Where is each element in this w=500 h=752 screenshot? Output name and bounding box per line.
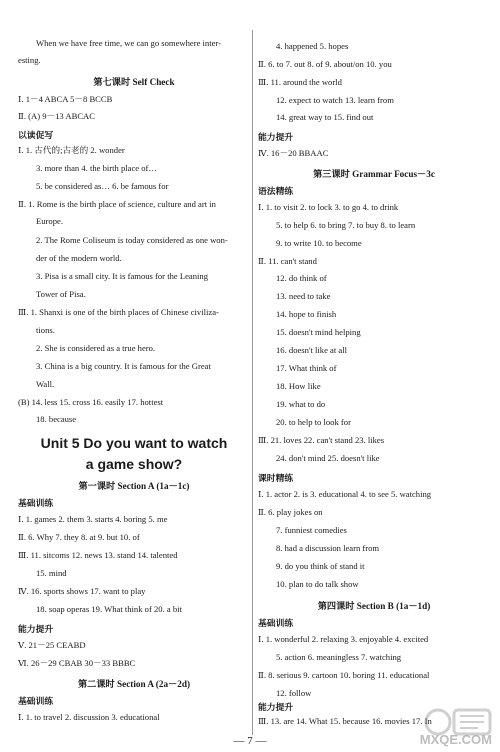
unit-subtitle: a game show?: [85, 456, 183, 472]
text-line: Ⅱ. 1. Rome is the birth place of science, culture and art in: [18, 199, 216, 209]
section-heading: 以读促写: [18, 130, 54, 140]
text-line: 19. what to do: [276, 399, 326, 409]
section-heading: 能力提升: [258, 702, 294, 712]
text-line: 12. do think of: [276, 273, 327, 283]
section-heading: 课时精练: [258, 473, 294, 483]
lesson-heading: 第三课时 Grammar Focus－3c: [313, 169, 435, 179]
text-line: tions.: [36, 325, 55, 335]
text-line: 18. How like: [276, 381, 321, 391]
text-line: 12. follow: [276, 688, 312, 698]
text-line: When we have free time, we can go somewhere inter-: [36, 38, 221, 48]
text-line: Ⅲ. 11. sitcoms 12. news 13. stand 14. talented: [18, 550, 178, 560]
text-line: esting.: [18, 55, 41, 65]
text-line: Ⅰ. 1. to visit 2. to lock 3. to go 4. to drink: [258, 202, 399, 212]
text-line: 17. What think of: [276, 363, 337, 373]
text-line: 18. soap operas 19. What think of 20. a bit: [36, 604, 182, 614]
section-heading: 基础训练: [18, 696, 54, 706]
text-line: 15. doesn't mind helping: [276, 327, 361, 337]
section-heading: 基础训练: [18, 498, 54, 508]
text-line: Ⅱ. 8. serious 9. cartoon 10. boring 11. educational: [258, 670, 430, 680]
text-line: Ⅰ. 1. actor 2. is 3. educational 4. to see 5. watching: [258, 489, 432, 499]
text-line: der of the modern world.: [36, 253, 122, 263]
text-line: Ⅱ. 11. can't stand: [258, 256, 317, 266]
text-line: Ⅰ. 1. games 2. them 3. starts 4. boring 5. me: [18, 514, 168, 524]
text-line: Ⅵ. 26－29 CBAB 30－33 BBBC: [18, 658, 136, 668]
text-line: Ⅰ. 1. wonderful 2. relaxing 3. enjoyable 4. excited: [258, 634, 429, 644]
text-line: Wall.: [36, 379, 55, 389]
text-line: 3. China is a big country. It is famous for the Great: [36, 361, 211, 371]
text-line: 14. hope to finish: [276, 309, 337, 319]
column-divider: [252, 30, 253, 735]
text-line: Ⅰ. 1－4 ABCA 5－8 BCCB: [18, 94, 113, 104]
lesson-heading: 第二课时 Section A (2a－2d): [77, 679, 191, 689]
section-heading: 能力提升: [258, 132, 294, 142]
text-line: 20. to help to look for: [276, 417, 351, 427]
text-line: Ⅱ. (A) 9－13 ABCAC: [18, 111, 95, 121]
text-line: 2. The Rome Coliseum is today considered as one won-: [36, 235, 228, 245]
text-line: 7. funniest comedies: [276, 525, 347, 535]
text-line: 5. action 6. meaningless 7. watching: [276, 652, 402, 662]
text-line: 15. mind: [36, 568, 67, 578]
text-line: 9. to write 10. to become: [276, 238, 362, 248]
text-line: Ⅳ. 16. sports shows 17. want to play: [18, 586, 146, 596]
text-line: 24. don't mind 25. doesn't like: [276, 453, 380, 463]
text-line: Ⅱ. 6. play jokes on: [258, 507, 323, 517]
text-line: 5. be considered as… 6. be famous for: [36, 181, 169, 191]
text-line: Ⅴ. 21－25 CEABD: [18, 640, 86, 650]
text-line: Ⅳ. 16－20 BBAAC: [258, 148, 329, 158]
page-number: — 7 —: [233, 735, 267, 747]
section-heading: 能力提升: [18, 624, 54, 634]
section-heading: 基础训练: [258, 618, 294, 628]
text-line: 3. more than 4. the birth place of…: [36, 163, 157, 173]
text-line: 8. had a discussion learn from: [276, 543, 380, 553]
text-line: (B) 14. less 15. cross 16. easily 17. hottest: [18, 397, 164, 407]
lesson-heading: 第四课时 Section B (1a－1d): [317, 601, 431, 611]
text-line: 16. doesn't like at all: [276, 345, 347, 355]
text-line: 9. do you think of stand it: [276, 561, 365, 571]
text-line: 12. expect to watch 13. learn from: [276, 95, 394, 105]
text-line: 4. happened 5. hopes: [276, 41, 349, 51]
text-line: Ⅰ. 1. 古代的;古老的 2. wonder: [18, 145, 125, 155]
text-line: Ⅱ. 6. to 7. out 8. of 9. about/on 10. you: [258, 59, 392, 69]
section-heading: 语法精练: [258, 186, 294, 196]
lesson-heading: 第七课时 Self Check: [93, 77, 175, 87]
text-line: 3. Pisa is a small city. It is famous for the Leaning: [36, 271, 209, 281]
text-line: 5. to help 6. to bring 7. to buy 8. to learn: [276, 220, 416, 230]
text-line: 10. plan to do talk show: [276, 579, 359, 589]
text-line: 13. need to take: [276, 291, 331, 301]
text-line: Ⅲ. 13. are 14. What 15. because 16. movies 17. In: [258, 716, 432, 726]
text-line: Tower of Pisa.: [36, 289, 86, 299]
text-line: 2. She is considered as a true hero.: [36, 343, 156, 353]
text-line: Ⅰ. 1. to travel 2. discussion 3. educational: [18, 712, 160, 722]
text-line: Ⅲ. 11. around the world: [258, 77, 342, 87]
text-line: Europe.: [36, 216, 63, 226]
text-line: 18. because: [36, 414, 77, 424]
text-line: 14. great way to 15. find out: [276, 112, 374, 122]
text-line: Ⅲ. 1. Shanxi is one of the birth places of Chinese civiliza-: [18, 307, 219, 317]
text-line: Ⅲ. 21. loves 22. can't stand 23. likes: [258, 435, 385, 445]
text-line: Ⅱ. 6. Why 7. they 8. at 9. but 10. of: [18, 532, 140, 542]
watermark-text: MXQE.COM: [419, 732, 492, 747]
unit-title: Unit 5 Do you want to watch: [40, 435, 228, 451]
lesson-heading: 第一课时 Section A (1a－1c): [78, 481, 190, 491]
